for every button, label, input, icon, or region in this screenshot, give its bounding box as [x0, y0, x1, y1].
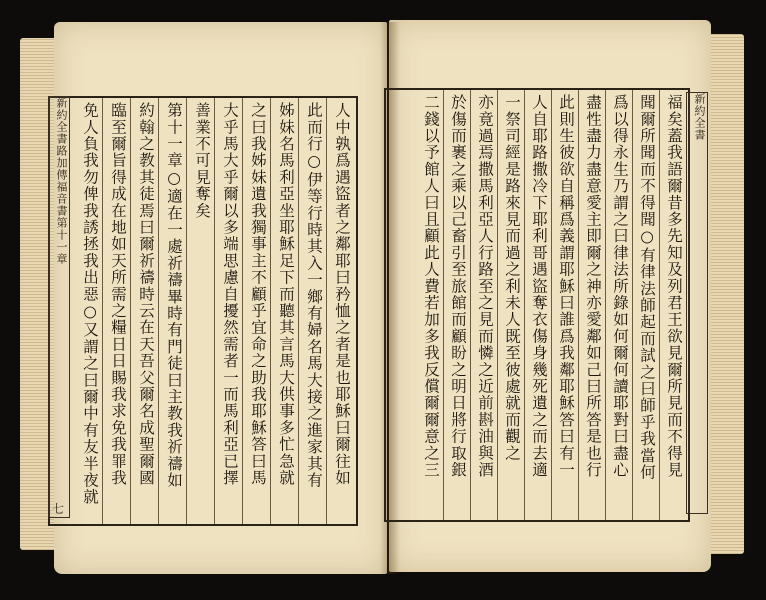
left-column-rule	[270, 98, 271, 524]
right-text-column: 聞爾所聞而不得聞○有律法師起而試之曰師乎我當何	[638, 94, 656, 481]
left-text-column: 善業不可見奪矣	[193, 102, 211, 219]
right-text-frame	[384, 88, 690, 522]
right-text-column: 一祭司經是路來見而過之利未人既至彼處就而觀之	[503, 94, 521, 462]
left-column-rule	[326, 98, 327, 524]
right-column-rule	[470, 90, 471, 520]
right-column-rule	[497, 90, 498, 520]
left-text-frame	[48, 96, 358, 526]
left-text-column: 大乎馬大乎爾以多端思慮自擾然需者一而馬利亞已擇	[221, 102, 239, 487]
right-running-head-title: 新約全書	[693, 93, 706, 141]
left-text-column: 姊妹名馬利亞坐耶穌足下而聽其言馬大供事多忙急就	[277, 102, 295, 487]
left-text-column: 第十一章○適在一處祈禱畢時有門徒曰主教我祈禱如	[165, 102, 183, 489]
right-text-column: 人自耶路撒冷下耶利哥遇盜奪衣傷身幾死遺之而去適	[530, 94, 548, 479]
left-column-rule	[186, 98, 187, 524]
right-running-head	[686, 92, 708, 514]
right-column-rule	[578, 90, 579, 520]
left-text-column: 此而行○伊等行時其入一鄉有婦名馬大接之進家其有	[305, 102, 323, 489]
left-text-column: 免人負我勿俾我誘拯我出惡○又謂之曰爾中有友半夜就	[81, 102, 99, 506]
left-running-head	[48, 96, 70, 518]
left-column-rule	[242, 98, 243, 524]
right-column-rule	[632, 90, 633, 520]
right-column-rule	[605, 90, 606, 520]
left-running-head-sub: 路加傳福音書第十一章	[55, 145, 68, 265]
left-text-column: 約翰之教其徒焉曰爾祈禱時云在天吾父爾名成聖爾國	[137, 102, 155, 487]
left-column-rule	[214, 98, 215, 524]
right-text-column: 亦竟過焉撒馬利亞人行路至之見而憐之近前斟油與酒	[476, 94, 494, 479]
left-column-rule	[158, 98, 159, 524]
right-column-rule	[659, 90, 660, 520]
right-text-column: 爲以得永生乃謂之曰律法所錄如何爾何讀耶對曰盡心	[611, 94, 629, 479]
left-page-number: 七	[52, 502, 65, 516]
right-text-column: 福矣蓋我語爾昔多先知及列君王欲見爾所見而不得見	[665, 94, 683, 479]
left-column-rule	[130, 98, 131, 524]
right-column-rule	[524, 90, 525, 520]
left-text-column: 之曰我姊妹遺我獨事主不顧乎宜命之助我耶穌答曰馬	[249, 102, 267, 487]
left-column-rule	[102, 98, 103, 524]
right-text-column: 此則生彼欲自稱爲義謂耶穌曰誰爲我鄰耶穌答曰有一	[557, 94, 575, 479]
left-column-rule	[298, 98, 299, 524]
right-text-column: 盡性盡力盡意愛主即爾之神亦愛鄰如己曰所答是也行	[584, 94, 602, 479]
right-text-column: 二錢以予館人曰且顧此人費若加多我反償爾爾意之三	[422, 94, 440, 479]
right-text-column: 於傷而裹之乘以己畜引至旅館而顧盼之明日將行取銀	[449, 94, 467, 479]
left-text-column: 人中孰爲遇盜者之鄰耶曰矜恤之者是也耶穌曰爾往如	[333, 102, 351, 487]
left-running-head-title: 新約全書	[55, 97, 68, 145]
right-column-rule	[443, 90, 444, 520]
right-column-rule	[551, 90, 552, 520]
left-text-column: 臨至爾旨得成在地如天所需之糧日日賜我求免我罪我	[109, 102, 127, 487]
